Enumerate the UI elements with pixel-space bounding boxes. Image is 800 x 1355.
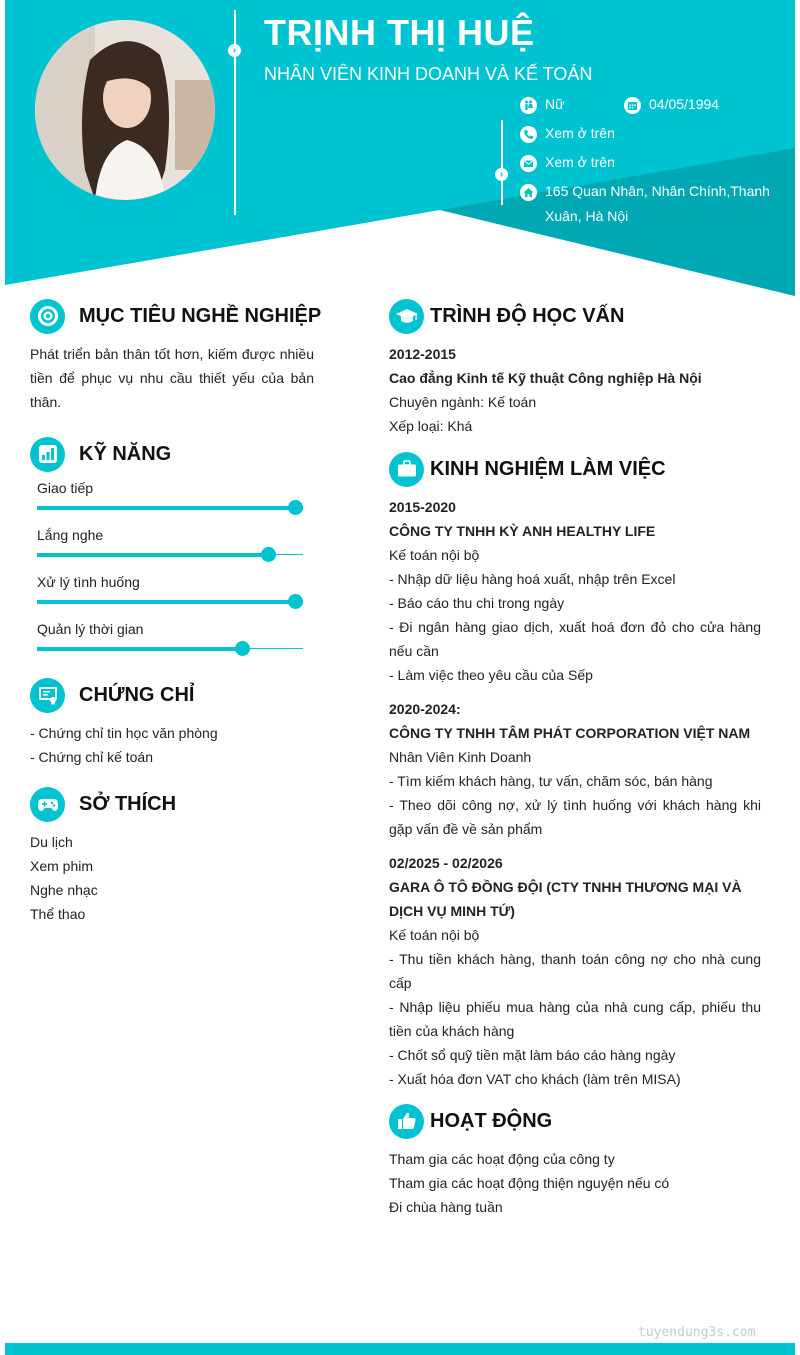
job-duty: - Đi ngân hàng giao dịch, xuất hoá đơn đỏ cho cửa hàng nếu cần <box>389 619 761 659</box>
section-title: SỞ THÍCH <box>79 792 177 815</box>
gender-value: Nữ <box>545 96 565 112</box>
section-header <box>389 298 761 334</box>
skill-fill <box>37 600 303 604</box>
activity-item: Tham gia các hoạt động thiện nguyện nếu có <box>389 1175 670 1191</box>
cv-header <box>0 0 800 300</box>
envelope-icon <box>520 155 537 172</box>
right-column <box>389 298 761 1219</box>
skill-level-dot <box>235 641 250 656</box>
job-period: 2015-2020 <box>389 499 456 515</box>
activity-item: Đi chùa hàng tuần <box>389 1199 503 1215</box>
hobby-item: Xem phim <box>30 858 94 874</box>
education-section <box>389 298 761 438</box>
skill-track <box>37 601 303 602</box>
section-title: CHỨNG CHỈ <box>79 683 195 706</box>
activity-item: Tham gia các hoạt động của công ty <box>389 1151 615 1167</box>
footer-bar <box>5 1343 795 1355</box>
certificate-icon <box>30 678 65 713</box>
avatar <box>35 20 215 200</box>
home-icon <box>520 184 537 201</box>
skill-label: Lắng nghe <box>37 527 104 543</box>
skill-fill <box>37 553 268 557</box>
job-position: Kế toán nội bộ <box>389 547 480 563</box>
hobby-item: Du lịch <box>30 834 73 850</box>
certificate-item: - Chứng chỉ tin học văn phòng <box>30 725 218 741</box>
left-column <box>30 298 322 926</box>
watermark: tuyendung3s.com <box>638 1325 756 1340</box>
hobbies-section <box>30 786 314 926</box>
objective-text: Phát triển bản thân tốt hơn, kiếm được nhiều tiền để phục vụ nhu cầu thiết yếu của bản thân. <box>30 346 314 410</box>
job-duty: - Làm việc theo yêu cầu của Sếp <box>389 667 593 683</box>
skill-item <box>30 525 314 572</box>
skill-track <box>37 507 303 508</box>
job-duty: - Thu tiền khách hàng, thanh toán công nợ cho nhà cung cấp <box>389 951 761 991</box>
chevron-right-icon: › <box>228 44 241 57</box>
skill-level-dot <box>288 500 303 515</box>
graduation-cap-icon <box>389 299 424 334</box>
jobs-list <box>389 495 761 1091</box>
job-period: 2020-2024: <box>389 701 461 717</box>
section-title: MỤC TIÊU NGHỀ NGHIỆP <box>79 304 322 327</box>
job-position: Nhân Viên Kinh Doanh <box>389 749 532 765</box>
education-major: Chuyên ngành: Kế toán <box>389 394 537 410</box>
phone-info <box>520 125 615 146</box>
job-entry <box>389 851 761 1091</box>
address-info <box>520 183 770 229</box>
gamepad-icon <box>30 787 65 822</box>
skills-list <box>30 478 314 666</box>
section-header <box>30 677 314 713</box>
education-grade: Xếp loại: Khá <box>389 418 473 434</box>
experience-section <box>389 451 761 1091</box>
job-duty: - Chốt sổ quỹ tiền mặt làm báo cáo hàng ngày <box>389 1047 676 1063</box>
certificate-item: - Chứng chỉ kế toán <box>30 749 153 765</box>
job-position: Kế toán nội bộ <box>389 927 480 943</box>
skill-fill <box>37 647 242 651</box>
candidate-name: TRỊNH THỊ HUỆ <box>264 12 535 53</box>
job-duty: - Tìm kiếm khách hàng, tư vấn, chăm sóc, bán hàng <box>389 773 713 789</box>
job-period: 02/2025 - 02/2026 <box>389 855 503 871</box>
gender-info <box>520 96 564 117</box>
skill-track <box>37 554 303 555</box>
portrait-photo <box>35 20 215 200</box>
job-duty: - Nhập dữ liệu hàng hoá xuất, nhập trên Excel <box>389 571 676 587</box>
section-header <box>30 786 314 822</box>
skill-fill <box>37 506 303 510</box>
section-title: TRÌNH ĐỘ HỌC VẤN <box>430 304 625 327</box>
job-duty: - Báo cáo thu chi trong ngày <box>389 595 565 611</box>
job-duty: - Theo dõi công nợ, xử lý tình huống với khách hàng khi gặp vấn đề về sản phẩm <box>389 797 761 837</box>
chevron-right-icon: › <box>495 168 508 181</box>
skill-item <box>30 572 314 619</box>
email-value: Xem ở trên <box>545 154 615 170</box>
calendar-icon <box>624 97 641 114</box>
job-title: NHÂN VIÊN KINH DOANH VÀ KẾ TOÁN <box>264 64 593 84</box>
dob-info <box>624 96 719 117</box>
email-info <box>520 154 615 175</box>
certificates-section <box>30 677 314 769</box>
briefcase-icon <box>389 452 424 487</box>
section-header <box>389 451 761 487</box>
timeline-line <box>234 10 236 215</box>
address-value: 165 Quan Nhân, Nhân Chính,Thanh Xuân, Hà Nội <box>545 183 770 224</box>
hobby-item: Nghe nhạc <box>30 882 98 898</box>
skill-label: Quản lý thời gian <box>37 621 144 637</box>
job-company: GARA Ô TÔ ĐỒNG ĐỘI (CTY TNHH THƯƠNG MẠI VÀ DỊCH VỤ MINH TỨ) <box>389 879 742 919</box>
skill-item <box>30 478 314 525</box>
target-icon <box>30 299 65 334</box>
section-title: KỸ NĂNG <box>79 442 172 465</box>
job-entry <box>389 495 761 687</box>
bar-chart-icon <box>30 437 65 472</box>
hobby-item: Thể thao <box>30 906 86 922</box>
phone-icon <box>520 126 537 143</box>
job-duty: - Xuất hóa đơn VAT cho khách (làm trên MISA) <box>389 1071 681 1087</box>
education-school: Cao đẳng Kinh tế Kỹ thuật Công nghiệp Hà Nội <box>389 370 702 386</box>
skills-section <box>30 436 314 666</box>
section-header <box>30 298 322 334</box>
section-header <box>389 1103 761 1139</box>
skill-level-dot <box>261 547 276 562</box>
dob-value: 04/05/1994 <box>649 96 720 112</box>
section-title: KINH NGHIỆM LÀM VIỆC <box>430 457 666 480</box>
section-title: HOẠT ĐỘNG <box>430 1109 553 1132</box>
gender-icon <box>520 97 537 114</box>
skill-level-dot <box>288 594 303 609</box>
objective-section <box>30 298 322 414</box>
job-entry <box>389 697 761 841</box>
job-duty: - Nhập liệu phiếu mua hàng của nhà cung cấp, phiếu thu tiền của khách hàng <box>389 999 761 1039</box>
timeline-line <box>501 120 503 205</box>
job-company: CÔNG TY TNHH KỲ ANH HEALTHY LIFE <box>389 523 656 539</box>
skill-item <box>30 619 314 666</box>
skill-track <box>37 648 303 649</box>
job-company: CÔNG TY TNHH TÂM PHÁT CORPORATION VIỆT NAM <box>389 725 751 741</box>
phone-value: Xem ở trên <box>545 125 615 141</box>
section-header <box>30 436 314 472</box>
education-period: 2012-2015 <box>389 346 456 362</box>
skill-label: Xử lý tình huống <box>37 574 140 590</box>
skill-label: Giao tiếp <box>37 480 94 496</box>
thumbs-up-icon <box>389 1104 424 1139</box>
activities-section <box>389 1103 761 1219</box>
